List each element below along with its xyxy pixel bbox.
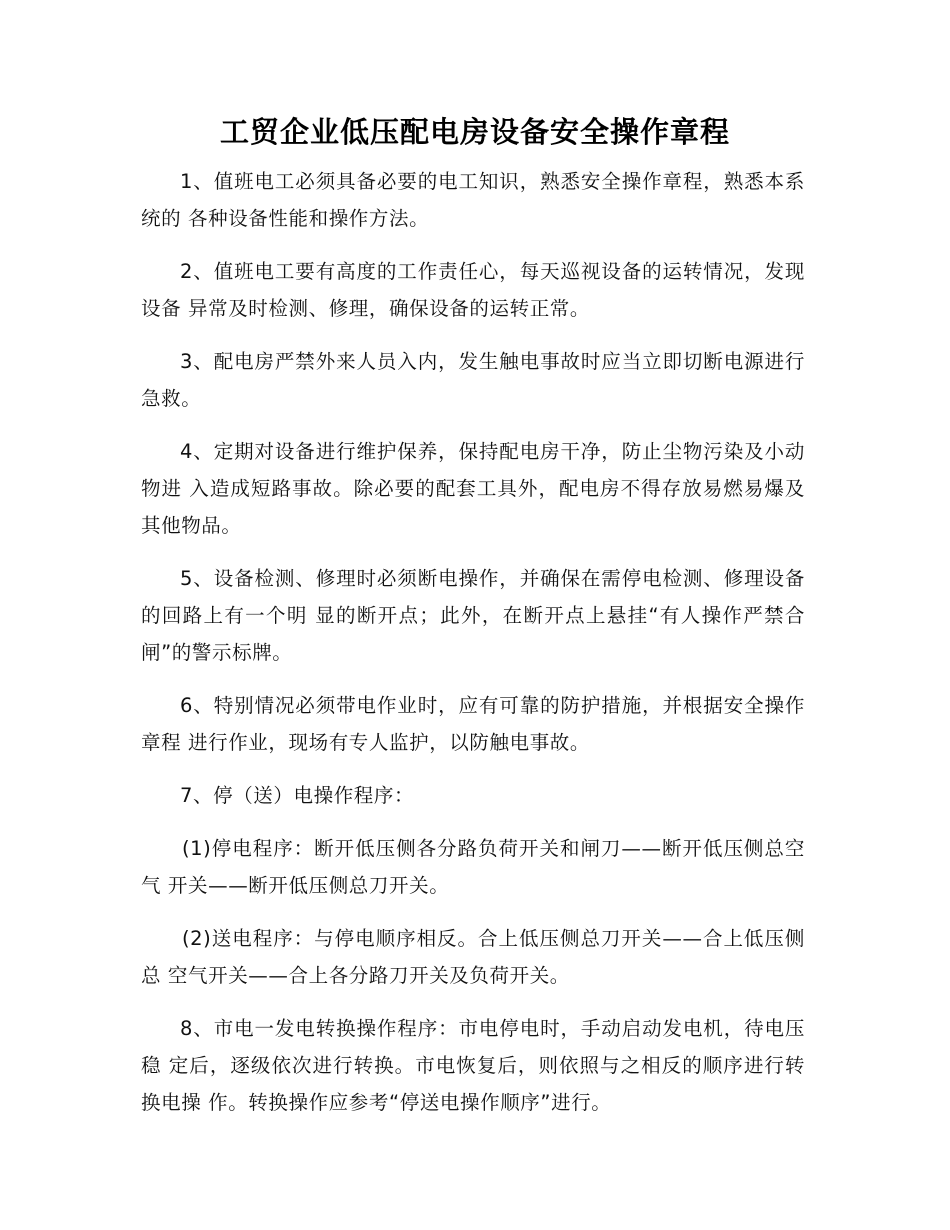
rule-paragraph-1: 1、值班电工必须具备必要的电工知识，熟悉安全操作章程，熟悉本系统的 各种设备性能和操作方法。	[141, 170, 805, 230]
rule-paragraph-5: 5、设备检测、修理时必须断电操作，并确保在需停电检测、修理设备的回路上有一个明 显的断开点；此外，在断开点上悬挂“有人操作严禁合闸”的警示标牌。	[141, 567, 805, 664]
rule-paragraph-8: 8、市电一发电转换操作程序：市电停电时，手动启动发电机，待电压稳 定后，逐级依次进行转换。市电恢复后，则依照与之相反的顺序进行转换电操 作。转换操作应参考“停送电操作顺序”进行。	[141, 1017, 805, 1114]
rule-paragraph-6: 6、特别情况必须带电作业时，应有可靠的防护措施，并根据安全操作章程 进行作业，现场有专人监护，以防触电事故。	[141, 694, 805, 754]
rule-paragraph-3: 3、配电房严禁外来人员入内，发生触电事故时应当立即切断电源进行急救。	[141, 350, 805, 410]
document-body	[141, 163, 805, 1137]
document-title: 工贸企业低压配电房设备安全操作章程	[219, 115, 730, 149]
rule-paragraph-2: 2、值班电工要有高度的工作责任心，每天巡视设备的运转情况，发现设备 异常及时检测、修理，确保设备的运转正常。	[141, 260, 805, 320]
rule-subparagraph-power-off: (1)停电程序：断开低压侧各分路负荷开关和闸刀——断开低压侧总空气 开关——断开低压侧总刀开关。	[141, 837, 805, 897]
rule-paragraph-4: 4、定期对设备进行维护保养，保持配电房干净，防止尘物污染及小动物进 入造成短路事故。除必要的配套工具外，配电房不得存放易燃易爆及其他物品。	[141, 440, 805, 537]
rule-subparagraph-power-on: (2)送电程序：与停电顺序相反。合上低压侧总刀开关——合上低压侧总 空气开关——合上各分路刀开关及负荷开关。	[141, 927, 805, 987]
rule-paragraph-7: 7、停（送）电操作程序：	[180, 784, 415, 807]
